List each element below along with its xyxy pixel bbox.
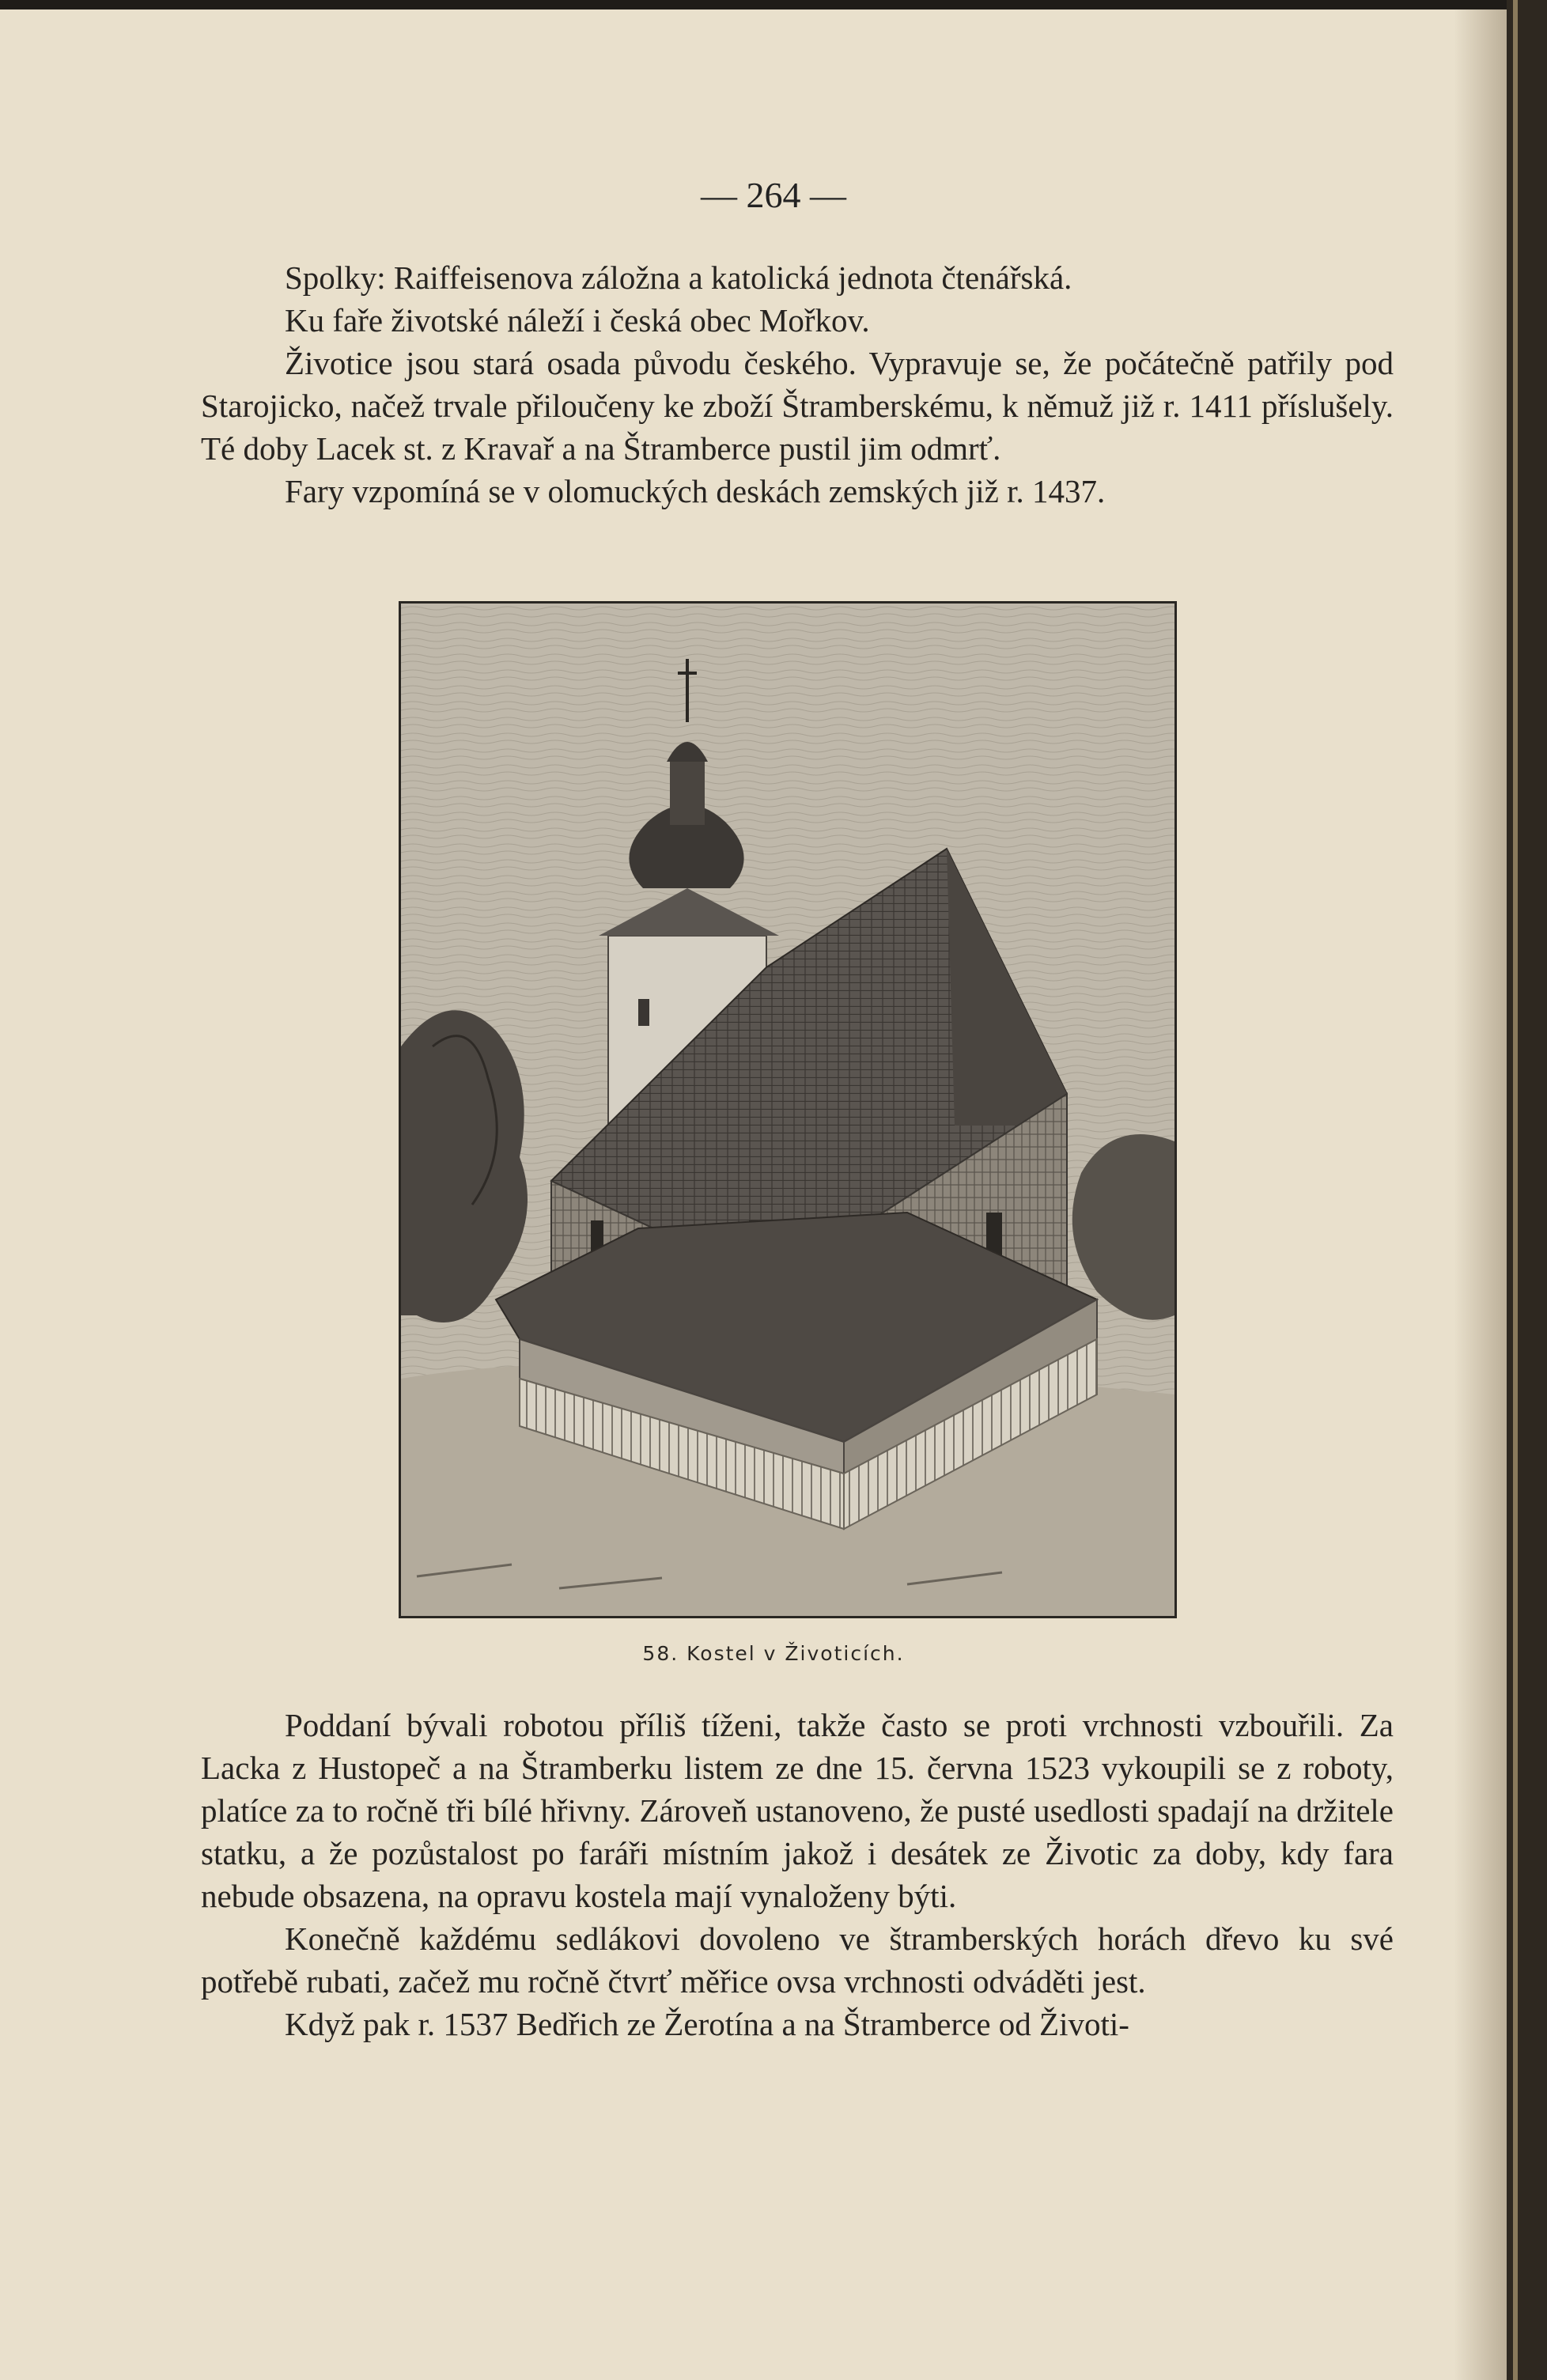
text-block-bottom [201,1704,1394,2045]
figure-caption: 58. Kostel v Životicích. [642,1642,905,1665]
scan-border-right [1507,0,1547,2380]
paragraph-parish-record: Fary vzpomíná se v olomuckých deskách zemských již r. 1437. [285,473,1106,509]
paragraph-continuation: Když pak r. 1537 Bedřich ze Žerotína a na Štramberce od Životi- [285,2006,1129,2042]
paragraph-history: Životice jsou stará osada původu českého. Vypravuje se, že počátečně patřily pod Starojicko, načež trvale přiloučeny ke zboží Štramberskému, k němuž již r. 1411 příslušely. Té doby Lacek st. z Kravař a na Štramberce pustil jim odmrť. [201,345,1394,467]
text-block-top [201,256,1394,513]
page-gutter-shadow [1454,9,1507,2380]
church-illustration [399,601,1177,1618]
paragraph-wood-rights: Konečně každému sedlákovi dovoleno ve štramberských horách dřevo ku své potřebě rubati, začež mu ročně čtvrť měřice ovsa vrchnosti odváděti jest. [201,1920,1394,2000]
scan-border-top [0,0,1547,9]
paragraph-societies: Spolky: Raiffeisenova záložna a katolická jednota čtenářská. [285,259,1072,296]
page-number: — 264 — [701,175,846,215]
paragraph-parish-morkov: Ku faře životské náleží i česká obec Mořkov. [285,302,870,339]
paragraph-serfdom: Poddaní bývali robotou příliš tíženi, takže často se proti vrchnosti vzbouřili. Za Lacka z Hustopeč a na Štramberku listem ze dne 15. června 1523 vykoupili se z roboty, platíce za to ročně tři bílé hřivny. Zároveň ustanoveno, že pusté usedlosti spadají na držitele statku, a že pozůstalost po faráři místním jakož i desátek ze Životic za doby, kdy fara nebude obsazena, na opravu kostela mají vynaloženy býti. [201,1707,1394,1914]
